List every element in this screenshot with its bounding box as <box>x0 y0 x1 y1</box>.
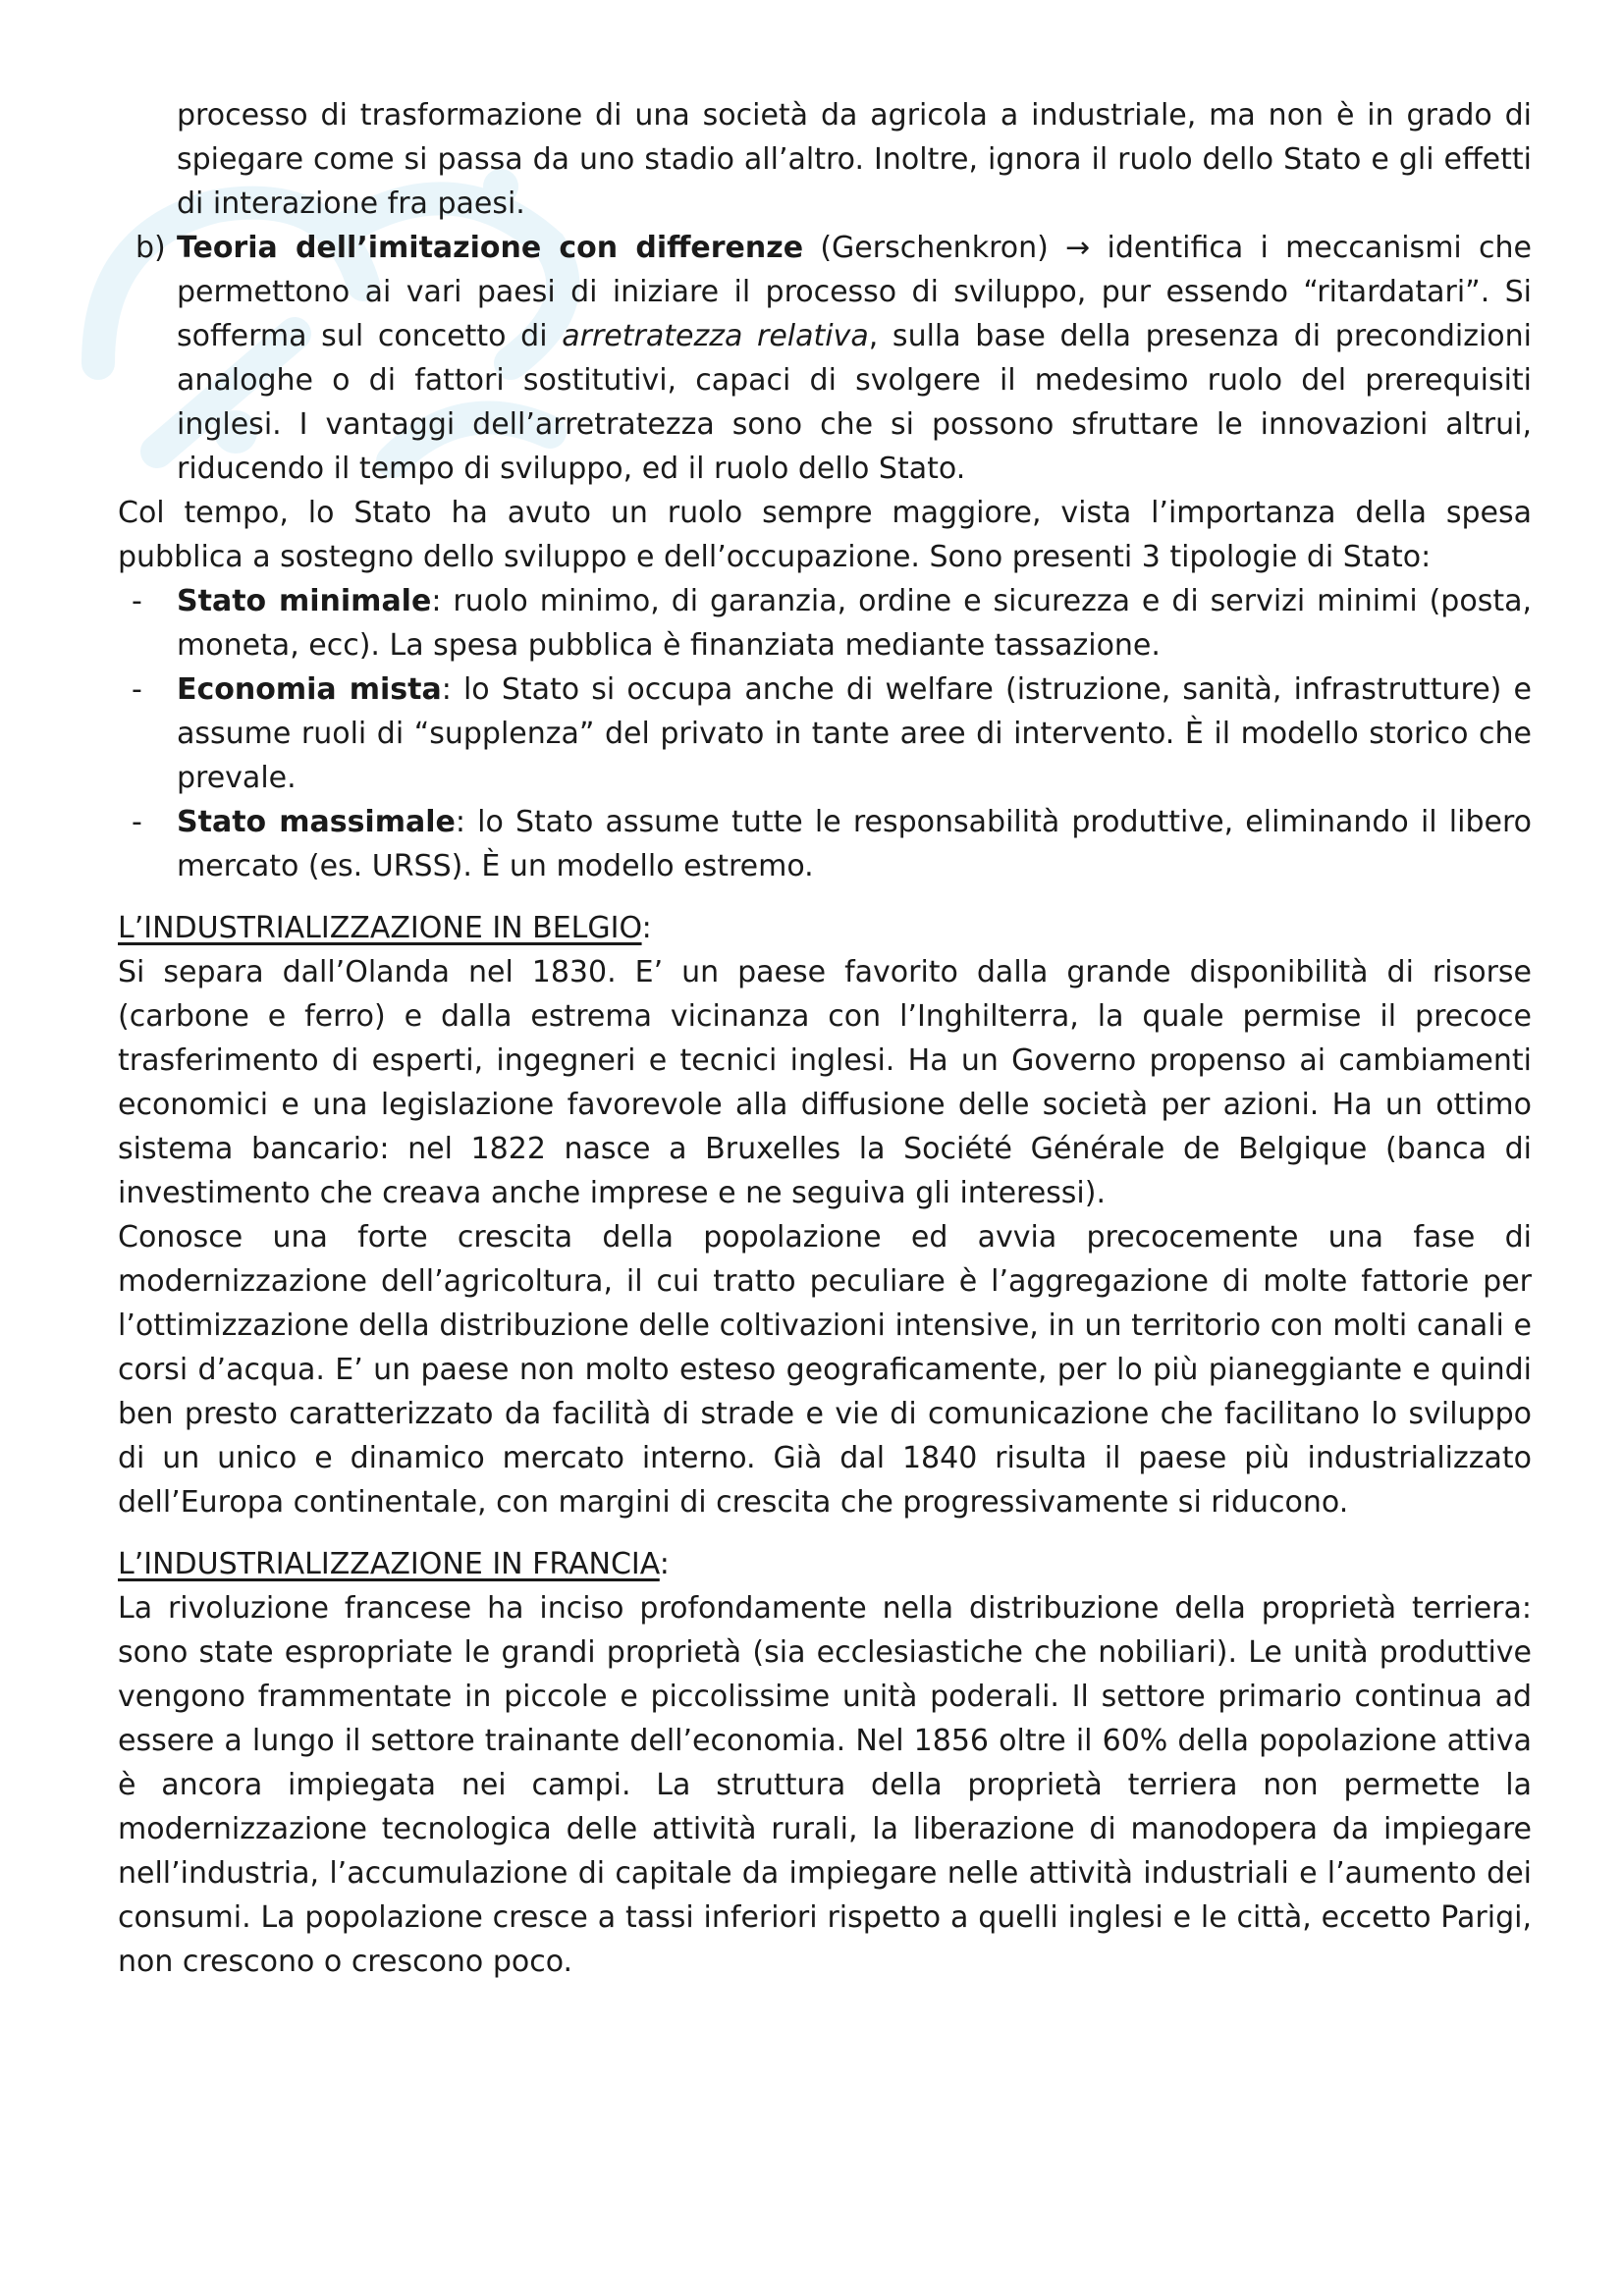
item-title: Teoria dell’imitazione con differenze <box>177 231 804 265</box>
item-italic-term: arretratezza relativa <box>562 319 869 353</box>
heading-text: L’INDUSTRIALIZZAZIONE IN FRANCIA <box>118 1547 660 1581</box>
belgio-paragraph-1: Si separa dall’Olanda nel 1830. E’ un paese favorito dalla grande disponibilità di risorse (carbone e ferro) e dalla estrema vicinanza con l’Inghilterra, la quale permise il precoce trasferimento di esperti, ingegneri e tecnici inglesi. Ha un Governo propenso ai cambiamenti economici e una legislazione favorevole alla diffusione delle società per azioni. Ha un ottimo sistema bancario: nel 1822 nasce a Bruxelles la Société Générale de Belgique (banca di investimento che creava anche imprese e ne seguiva gli interessi). <box>118 955 1532 1210</box>
state-intro-paragraph: Col tempo, lo Stato ha avuto un ruolo sempre maggiore, vista l’importanza della spesa pubblica a sostegno dello sviluppo e dell’occupazione. Sono presenti 3 tipologie di Stato: <box>118 496 1532 574</box>
document-page <box>118 93 1532 1984</box>
item-text: : lo Stato assume tutte le responsabilità produttive, eliminando il libero mercato (es. URSS). È un modello estremo. <box>177 805 1532 883</box>
item-text: (Gerschenkron) → identifica i meccanismi che permettono ai vari paesi di iniziare il processo di sviluppo, pur essendo “ritardatari”. Si sofferma sul concetto di <box>177 231 1532 353</box>
heading-text: L’INDUSTRIALIZZAZIONE IN BELGIO <box>118 911 642 945</box>
item-title: Stato minimale <box>177 584 432 618</box>
intro-continuation: processo di trasformazione di una società da agricola a industriale, ma non è in grado di spiegare come si passa da uno stadio all’altro. Inoltre, ignora il ruolo dello Stato e gli effetti di interazione fra paesi. <box>177 98 1532 221</box>
item-text-rest: , sulla base della presenza di precondizioni analoghe o di fattori sostitutivi, capaci di svolgere il medesimo ruolo del prerequisiti inglesi. I vantaggi dell’arretratezza sono che si possono sfruttare le innovazioni altrui, riducendo il tempo di sviluppo, ed il ruolo dello Stato. <box>177 319 1532 486</box>
francia-paragraph-1: La rivoluzione francese ha inciso profondamente nella distribuzione della proprietà terriera: sono state espropriate le grandi proprietà (sia ecclesiastiche che nobiliari). Le unità produttive vengono frammentate in piccole e piccolissime unità poderali. Il settore primario continua ad essere a lungo il settore trainante dell’economia. Nel 1856 oltre il 60% della popolazione attiva è ancora impiegata nei campi. La struttura della proprietà terriera non permette la modernizzazione tecnologica delle attività rurali, la liberazione di manodopera da impiegare nell’industria, l’accumulazione di capitale da impiegare nelle attività industriali e l’aumento dei consumi. La popolazione cresce a tassi inferiori rispetto a quelli inglesi e le città, eccetto Parigi, non crescono o crescono poco. <box>118 1591 1532 1979</box>
belgio-paragraph-2: Conosce una forte crescita della popolazione ed avvia precocemente una fase di modernizzazione dell’agricoltura, il cui tratto peculiare è l’aggregazione di molte fattorie per l’ottimizzazione della distribuzione delle coltivazioni intensive, in un territorio con molti canali e corsi d’acqua. E’ un paese non molto esteso geograficamente, per lo più pianeggiante e quindi ben presto caratterizzato da facilità di strade e vie di comunicazione che facilitano lo sviluppo di un unico e dinamico mercato interno. Già dal 1840 risulta il paese più industrializzato dell’Europa continentale, con margini di crescita che progressivamente si riducono. <box>118 1220 1532 1520</box>
list-marker: b) <box>135 231 166 265</box>
list-item-b <box>118 226 1532 491</box>
list-marker: - <box>132 805 142 839</box>
heading-colon: : <box>641 911 652 945</box>
list-item-state <box>118 579 1532 667</box>
section-heading-belgio <box>118 906 1532 950</box>
item-title: Stato massimale <box>177 805 456 839</box>
item-title: Economia mista <box>177 672 442 707</box>
list-item-state <box>118 800 1532 888</box>
list-item-state <box>118 667 1532 800</box>
list-marker: - <box>132 672 142 707</box>
list-marker: - <box>132 584 142 618</box>
item-text: : ruolo minimo, di garanzia, ordine e sicurezza e di servizi minimi (posta, moneta, ecc). La spesa pubblica è finanziata mediante tassazione. <box>177 584 1533 663</box>
section-heading-francia <box>118 1542 1532 1586</box>
heading-colon: : <box>659 1547 670 1581</box>
item-text: : lo Stato si occupa anche di welfare (istruzione, sanità, infrastrutture) e assume ruoli di “supplenza” del privato in tante aree di intervento. È il modello storico che prevale. <box>177 672 1532 795</box>
